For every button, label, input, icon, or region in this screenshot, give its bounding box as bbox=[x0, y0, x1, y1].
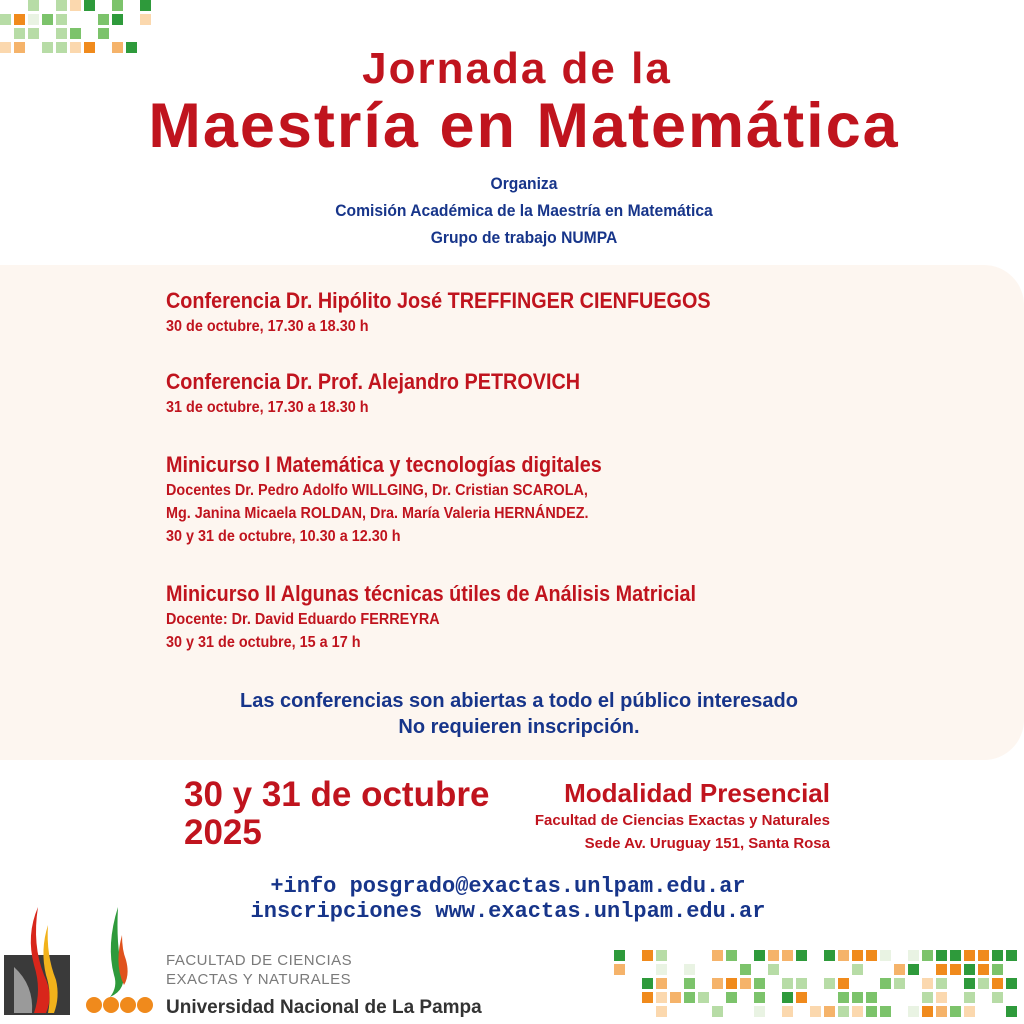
mosaic-tile bbox=[824, 1006, 835, 1017]
event-date-line-1: 30 y 31 de octubre bbox=[184, 775, 490, 814]
mosaic-tile bbox=[922, 992, 933, 1003]
note-line-1: Las conferencias son abiertas a todo el público interesado bbox=[240, 690, 798, 712]
modalidad-title: Modalidad Presencial bbox=[564, 778, 830, 808]
mosaic-tile bbox=[810, 1006, 821, 1017]
item-detail: Docente: Dr. David Eduardo FERREYRA bbox=[166, 611, 440, 628]
mosaic-tile bbox=[880, 950, 891, 961]
mosaic-tile bbox=[866, 992, 877, 1003]
mosaic-tile bbox=[642, 992, 653, 1003]
mosaic-tile bbox=[782, 1006, 793, 1017]
mosaic-tile bbox=[796, 978, 807, 989]
mosaic-tile bbox=[978, 964, 989, 975]
mosaic-tile bbox=[42, 14, 53, 25]
mosaic-tile bbox=[838, 1006, 849, 1017]
mosaic-tile bbox=[28, 0, 39, 11]
mosaic-tile bbox=[824, 950, 835, 961]
mosaic-tile bbox=[656, 950, 667, 961]
mosaic-tile bbox=[838, 950, 849, 961]
mosaic-tile bbox=[964, 1006, 975, 1017]
mosaic-tile bbox=[894, 978, 905, 989]
mosaic-tile bbox=[754, 992, 765, 1003]
mosaic-tile bbox=[614, 950, 625, 961]
mosaic-tile bbox=[880, 978, 891, 989]
mosaic-tile bbox=[922, 1006, 933, 1017]
mosaic-tile bbox=[782, 978, 793, 989]
mosaic-tile bbox=[838, 992, 849, 1003]
title-line-1: Jornada de la bbox=[362, 44, 672, 93]
mosaic-tile bbox=[56, 0, 67, 11]
mosaic-tile bbox=[698, 992, 709, 1003]
mosaic-tile bbox=[964, 992, 975, 1003]
mosaic-tile bbox=[726, 978, 737, 989]
mosaic-tile bbox=[726, 992, 737, 1003]
mosaic-tile bbox=[642, 950, 653, 961]
mosaic-tile bbox=[656, 992, 667, 1003]
mosaic-tile bbox=[712, 978, 723, 989]
mosaic-tile bbox=[908, 1006, 919, 1017]
item-heading: Minicurso I Matemática y tecnologías digitales bbox=[166, 452, 602, 477]
modalidad-line-1: Facultad de Ciencias Exactas y Naturales bbox=[534, 812, 830, 829]
item-detail: Docentes Dr. Pedro Adolfo WILLGING, Dr. Cristian SCAROLA, bbox=[166, 482, 588, 499]
faculty-name bbox=[166, 951, 352, 989]
program-item bbox=[166, 451, 650, 548]
mosaic-tile bbox=[28, 14, 39, 25]
mosaic-tile bbox=[866, 950, 877, 961]
organiza-label: Organiza bbox=[490, 174, 558, 193]
modalidad-block bbox=[535, 777, 830, 855]
mosaic-tile bbox=[712, 950, 723, 961]
mosaic-tile bbox=[84, 0, 95, 11]
mosaic-tile bbox=[838, 978, 849, 989]
mosaic-tile bbox=[656, 1006, 667, 1017]
mosaic-tile bbox=[642, 978, 653, 989]
organiza-line-2: Grupo de trabajo NUMPA bbox=[430, 228, 618, 247]
mosaic-tile bbox=[14, 28, 25, 39]
faculty-line-1: FACULTAD DE CIENCIAS bbox=[166, 952, 353, 969]
mosaic-tile bbox=[614, 964, 625, 975]
event-date-line-2: 2025 bbox=[184, 813, 262, 852]
program-item bbox=[166, 287, 771, 338]
mosaic-tile bbox=[992, 964, 1003, 975]
mosaic-tile bbox=[936, 1006, 947, 1017]
mosaic-tile bbox=[852, 964, 863, 975]
event-date bbox=[184, 776, 489, 852]
faculty-line-2: EXACTAS Y NATURALES bbox=[166, 971, 352, 988]
mosaic-tile bbox=[712, 1006, 723, 1017]
mosaic-tile bbox=[936, 978, 947, 989]
mosaic-tile bbox=[140, 0, 151, 11]
mosaic-tile bbox=[796, 992, 807, 1003]
mosaic-tile bbox=[684, 978, 695, 989]
faculty-flame-logo-icon bbox=[84, 905, 154, 1017]
mosaic-tile bbox=[782, 992, 793, 1003]
mosaic-tile bbox=[796, 950, 807, 961]
note-line-2: No requieren inscripción. bbox=[398, 716, 640, 738]
mosaic-tile bbox=[908, 950, 919, 961]
contact-inscripciones-link[interactable]: inscripciones www.exactas.unlpam.edu.ar bbox=[250, 899, 766, 924]
item-detail: 30 y 31 de octubre, 15 a 17 h bbox=[166, 634, 361, 651]
mosaic-tile bbox=[894, 964, 905, 975]
mosaic-tile bbox=[908, 964, 919, 975]
mosaic-tile bbox=[0, 14, 11, 25]
mosaic-tile bbox=[112, 0, 123, 11]
mosaic-tile bbox=[684, 964, 695, 975]
mosaic-tile bbox=[1006, 1006, 1017, 1017]
item-heading: Conferencia Dr. Prof. Alejandro PETROVICH bbox=[166, 369, 581, 394]
mosaic-tile bbox=[978, 978, 989, 989]
contact-info-link[interactable]: +info posgrado@exactas.unlpam.edu.ar bbox=[270, 874, 746, 899]
mosaic-tile bbox=[740, 964, 751, 975]
mosaic-tile bbox=[936, 964, 947, 975]
mosaic-tile bbox=[782, 950, 793, 961]
mosaic-tile bbox=[1006, 978, 1017, 989]
mosaic-tile bbox=[754, 950, 765, 961]
mosaic-tile bbox=[852, 1006, 863, 1017]
mosaic-tile bbox=[964, 964, 975, 975]
item-detail: Mg. Janina Micaela ROLDAN, Dra. María Valeria HERNÁNDEZ. bbox=[166, 505, 589, 522]
mosaic-tile bbox=[992, 950, 1003, 961]
mosaic-tile bbox=[824, 978, 835, 989]
item-heading: Minicurso II Algunas técnicas útiles de Análisis Matricial bbox=[166, 581, 697, 606]
mosaic-tile bbox=[684, 992, 695, 1003]
modalidad-line-2: Sede Av. Uruguay 151, Santa Rosa bbox=[584, 835, 830, 852]
mosaic-tile bbox=[880, 1006, 891, 1017]
mosaic-tile bbox=[964, 950, 975, 961]
mosaic-tile bbox=[1006, 950, 1017, 961]
mosaic-tile bbox=[922, 950, 933, 961]
item-detail: 30 de octubre, 17.30 a 18.30 h bbox=[166, 318, 369, 335]
mosaic-tile bbox=[768, 964, 779, 975]
mosaic-tile bbox=[112, 14, 123, 25]
mosaic-tile bbox=[950, 1006, 961, 1017]
mosaic-tile bbox=[70, 28, 81, 39]
mosaic-tile bbox=[56, 28, 67, 39]
mosaic-tile bbox=[978, 950, 989, 961]
organiza-line-1: Comisión Académica de la Maestría en Matemática bbox=[335, 201, 713, 220]
mosaic-tile bbox=[754, 1006, 765, 1017]
mosaic-tile bbox=[936, 992, 947, 1003]
mosaic-tile bbox=[98, 14, 109, 25]
mosaic-tile bbox=[726, 950, 737, 961]
mosaic-tile bbox=[98, 28, 109, 39]
mosaic-tile bbox=[922, 978, 933, 989]
mosaic-tile bbox=[768, 950, 779, 961]
university-name: Universidad Nacional de La Pampa bbox=[166, 997, 482, 1018]
mosaic-tile bbox=[754, 978, 765, 989]
public-note bbox=[0, 688, 1024, 740]
mosaic-tile bbox=[28, 28, 39, 39]
program-item bbox=[166, 580, 755, 654]
mosaic-tile bbox=[14, 14, 25, 25]
mosaic-tile bbox=[740, 978, 751, 989]
mosaic-tile bbox=[964, 978, 975, 989]
item-detail: 31 de octubre, 17.30 a 18.30 h bbox=[166, 399, 369, 416]
mosaic-tile bbox=[950, 950, 961, 961]
mosaic-tile bbox=[852, 950, 863, 961]
program-item bbox=[166, 368, 626, 419]
unlpam-flame-logo-icon bbox=[4, 905, 72, 1017]
mosaic-tile bbox=[950, 964, 961, 975]
mosaic-tile bbox=[56, 14, 67, 25]
mosaic-tile bbox=[992, 992, 1003, 1003]
mosaic-tile bbox=[70, 0, 81, 11]
mosaic-tile bbox=[140, 14, 151, 25]
mosaic-tile bbox=[656, 978, 667, 989]
mosaic-tile bbox=[936, 950, 947, 961]
mosaic-tile bbox=[852, 992, 863, 1003]
mosaic-tile bbox=[866, 1006, 877, 1017]
item-detail: 30 y 31 de octubre, 10.30 a 12.30 h bbox=[166, 528, 401, 545]
title-line-2: Maestría en Matemática bbox=[148, 91, 900, 161]
mosaic-tile bbox=[992, 978, 1003, 989]
mosaic-tile bbox=[656, 964, 667, 975]
mosaic-tile bbox=[670, 992, 681, 1003]
item-heading: Conferencia Dr. Hipólito José TREFFINGER CIENFUEGOS bbox=[166, 288, 711, 313]
decorative-mosaic-bottom-right bbox=[614, 950, 1024, 1024]
